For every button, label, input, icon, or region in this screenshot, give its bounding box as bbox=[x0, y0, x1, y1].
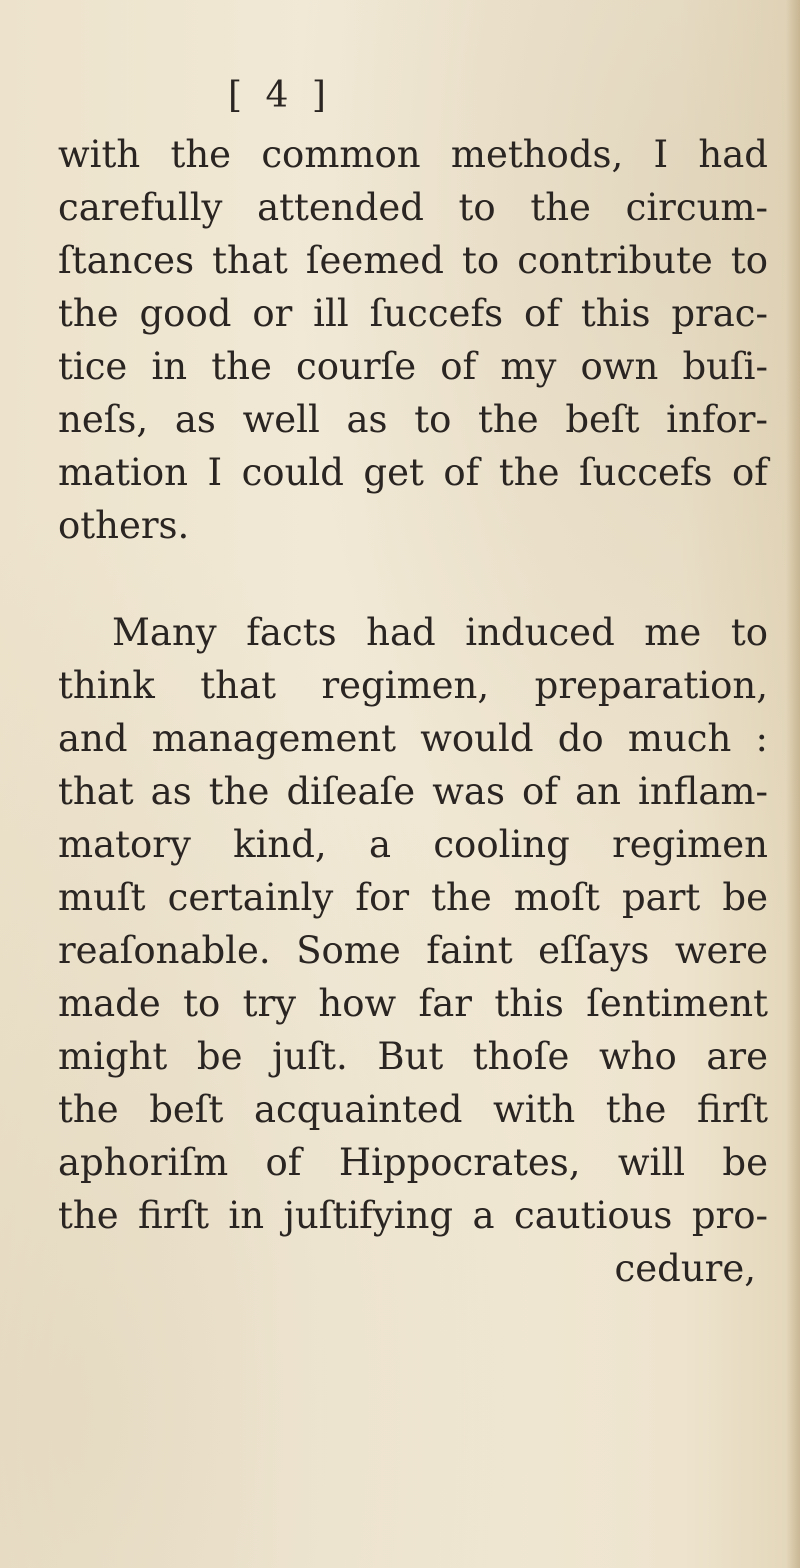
body-text bbox=[58, 128, 768, 1295]
paragraph-1 bbox=[58, 128, 768, 552]
text-line: aphoriſm of Hippocrates, will be bbox=[58, 1141, 768, 1184]
text-line: the firſt in juſtifying a cautious pro- bbox=[58, 1194, 768, 1237]
text-line: think that regimen, preparation, bbox=[58, 664, 768, 707]
text-line: others. bbox=[58, 504, 190, 547]
text-line: Many facts had induced me to bbox=[112, 611, 768, 654]
text-line: mation I could get of the ſuccefs of bbox=[58, 451, 768, 494]
text-line: carefully attended to the circum- bbox=[58, 186, 768, 229]
text-line: the beſt acquainted with the firſt bbox=[58, 1088, 768, 1131]
text-line: might be juſt. But thoſe who are bbox=[58, 1035, 768, 1078]
text-line: and management would do much : bbox=[58, 717, 768, 760]
text-line: reaſonable. Some faint eſſays were bbox=[58, 929, 768, 972]
text-line: with the common methods, I had bbox=[58, 133, 768, 176]
page-number: [ 4 ] bbox=[228, 75, 332, 116]
paragraph-2 bbox=[58, 606, 768, 1295]
text-line: the good or ill ſuccefs of this prac- bbox=[58, 292, 768, 335]
text-line: ſtances that ſeemed to contribute to bbox=[58, 239, 768, 282]
page-edge-shadow bbox=[786, 0, 800, 1568]
text-line: muſt certainly for the moſt part be bbox=[58, 876, 768, 919]
text-line: matory kind, a cooling regimen bbox=[58, 823, 768, 866]
text-line: tice in the courſe of my own buſi- bbox=[58, 345, 768, 388]
paragraph-gap bbox=[58, 552, 768, 606]
text-line: neſs, as well as to the beſt infor- bbox=[58, 398, 768, 441]
text-line: made to try how far this ſentiment bbox=[58, 982, 768, 1025]
text-line: that as the diſeaſe was of an inflam- bbox=[58, 770, 768, 813]
catchword: cedure, bbox=[614, 1247, 756, 1290]
